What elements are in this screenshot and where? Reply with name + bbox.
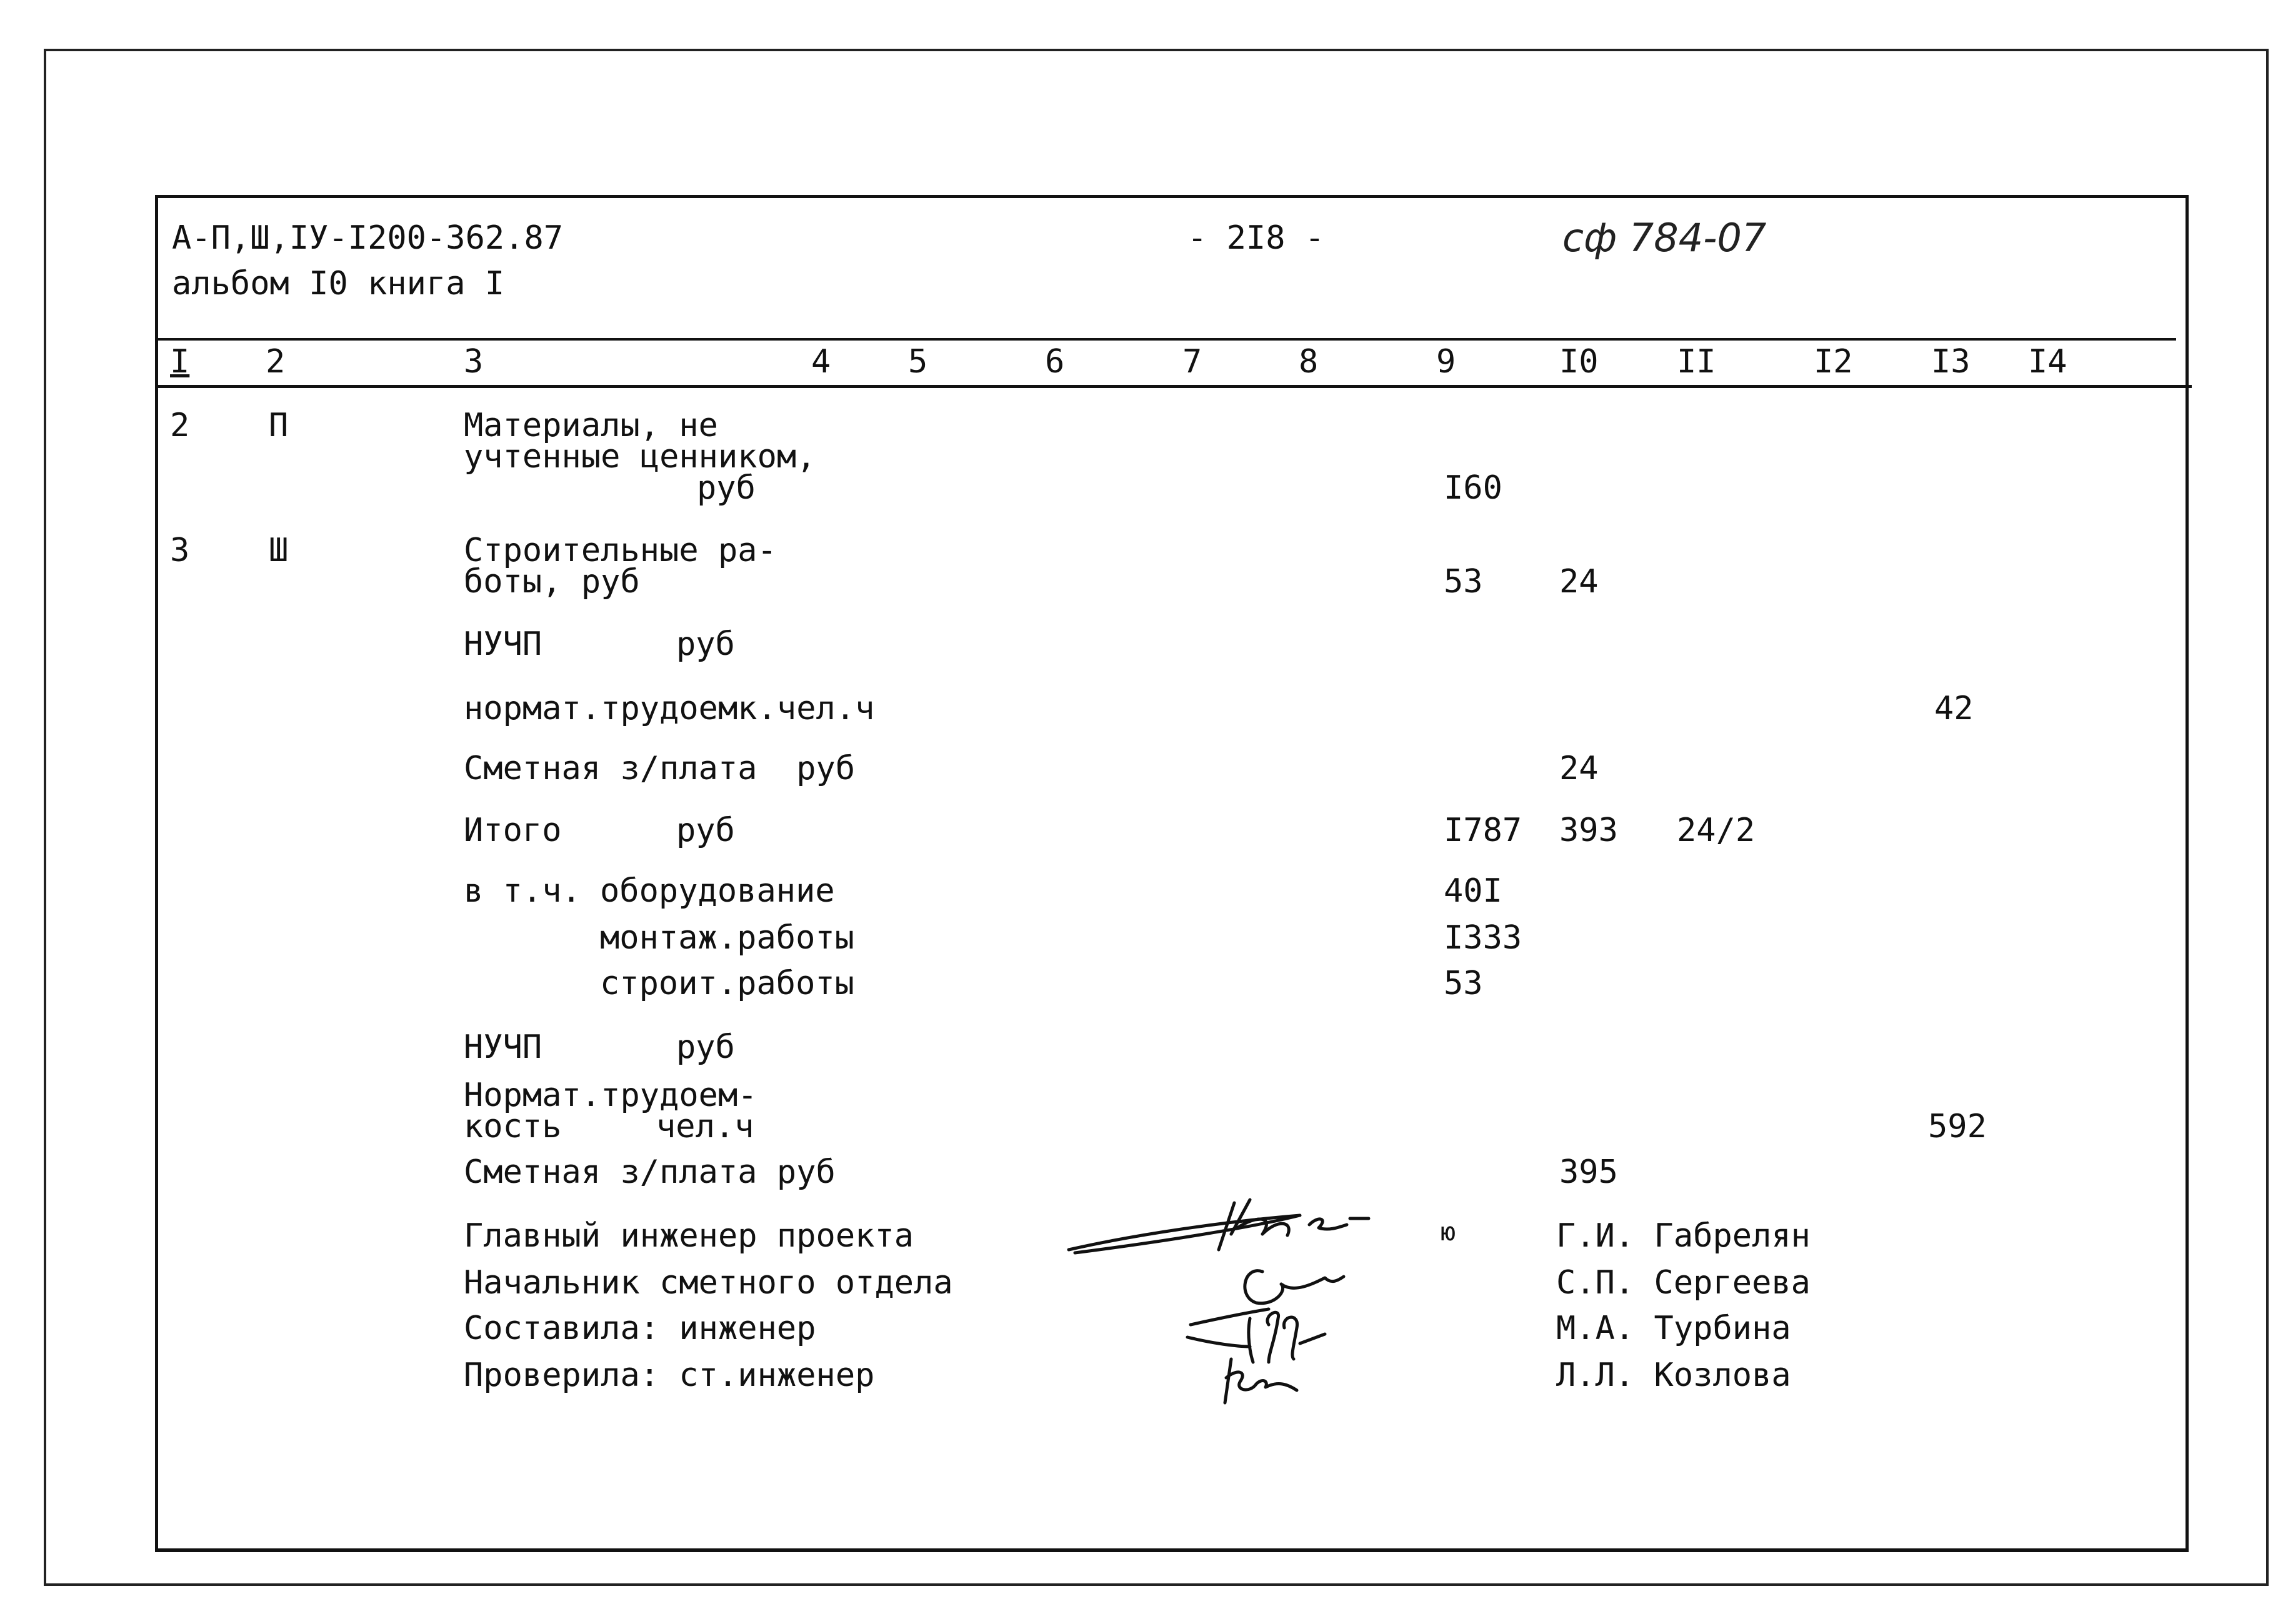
- row-1-col9: I60: [1444, 469, 1502, 507]
- row-5-col10: 24: [1559, 750, 1599, 787]
- row-11-unit: чел.ч: [656, 1108, 754, 1145]
- signature-stroke-5: [1191, 1309, 1325, 1362]
- sig-1-person: Г.И. Габрелян: [1556, 1217, 1811, 1255]
- row-6-col9: I787: [1444, 812, 1522, 849]
- col-header-1: I: [170, 343, 190, 381]
- page-number: - 2I8 -: [1187, 219, 1325, 257]
- col-header-13: I3: [1931, 343, 1971, 381]
- row-7-prefix: в т.ч.: [464, 872, 581, 910]
- header-rule-top: [157, 338, 2176, 341]
- row-1-name-line3: руб: [697, 469, 756, 507]
- signature-stroke-7: [1225, 1359, 1297, 1403]
- row-8-col9: I333: [1444, 919, 1522, 957]
- handwritten-ref: сф 784-07: [1562, 215, 1767, 261]
- row-4-col13: 42: [1934, 690, 1974, 727]
- col-header-10: I0: [1559, 343, 1599, 381]
- row-11-name-line1: Нормат.трудоем-: [464, 1077, 757, 1114]
- col-header-9: 9: [1436, 343, 1456, 381]
- row-2-col10: 24: [1559, 563, 1599, 600]
- col-header-12: I2: [1814, 343, 1853, 381]
- row-11-col13: 592: [1928, 1108, 1987, 1145]
- col-header-11: II: [1677, 343, 1716, 381]
- row-8-name: монтаж.работы: [600, 919, 854, 957]
- row-6-unit: руб: [676, 812, 735, 849]
- row-7-col9: 40I: [1444, 872, 1502, 910]
- signature-stroke-3: [1309, 1218, 1369, 1229]
- row-2-col1: 3: [170, 532, 190, 569]
- row-10-name: НУЧП: [464, 1029, 542, 1066]
- col-header-14: I4: [2028, 343, 2067, 381]
- col-header-3: 3: [464, 343, 484, 381]
- row-10-unit: руб: [676, 1029, 735, 1066]
- col-header-4: 4: [811, 343, 831, 381]
- col-header-5: 5: [908, 343, 928, 381]
- doc-code: А-П,Ш,IУ-I200-362.87: [172, 219, 564, 257]
- col-header-8: 8: [1299, 343, 1319, 381]
- col-header-6: 6: [1045, 343, 1065, 381]
- row-2-col9: 53: [1444, 563, 1483, 600]
- row-1-col2: П: [269, 407, 289, 444]
- row-9-name: строит.работы: [600, 965, 854, 1002]
- album-label: альбом I0 книга I: [172, 265, 505, 302]
- sig-3-person: М.А. Турбина: [1556, 1310, 1791, 1347]
- row-6-col11: 24/2: [1677, 812, 1756, 849]
- sig-2-role: Начальник сметного отдела: [464, 1264, 953, 1302]
- col-header-2: 2: [266, 343, 286, 381]
- row-12-col10: 395: [1559, 1153, 1618, 1191]
- col-header-7: 7: [1182, 343, 1202, 381]
- row-6-col10: 393: [1559, 812, 1618, 849]
- row-1-name-line2: учтенные ценником,: [464, 438, 816, 476]
- sig-1-mark: ю: [1441, 1218, 1456, 1247]
- handwritten-signatures: [1062, 1190, 1437, 1440]
- row-1-name-line1: Материалы, не: [464, 407, 718, 444]
- sig-1-role: Главный инженер проекта: [464, 1217, 914, 1255]
- sig-2-person: С.П. Сергеева: [1556, 1264, 1811, 1302]
- row-6-name: Итого: [464, 812, 562, 849]
- sig-4-person: Л.Л. Козлова: [1556, 1357, 1791, 1394]
- row-3-unit: руб: [676, 625, 735, 663]
- sig-4-role: Проверила: ст.инженер: [464, 1357, 875, 1394]
- row-3-name: НУЧП: [464, 625, 542, 663]
- signature-stroke-6: [1187, 1337, 1250, 1347]
- row-12-name: Сметная з/плата руб: [464, 1153, 836, 1191]
- row-2-name-line1: Строительные ра-: [464, 532, 777, 569]
- row-5-name: Сметная з/плата руб: [464, 750, 856, 787]
- row-9-col9: 53: [1444, 965, 1483, 1002]
- row-2-name-line2: боты, руб: [464, 563, 640, 600]
- sig-3-role: Составила: инженер: [464, 1310, 816, 1347]
- row-11-name-line2: кость: [464, 1108, 562, 1145]
- header-rule-bottom: [157, 385, 2192, 388]
- row-2-col2: Ш: [269, 532, 289, 569]
- row-7-name: оборудование: [600, 872, 835, 910]
- signature-stroke-4: [1245, 1271, 1344, 1303]
- row-1-col1: 2: [170, 407, 190, 444]
- row-4-name: нормат.трудоемк.чел.ч: [464, 690, 875, 727]
